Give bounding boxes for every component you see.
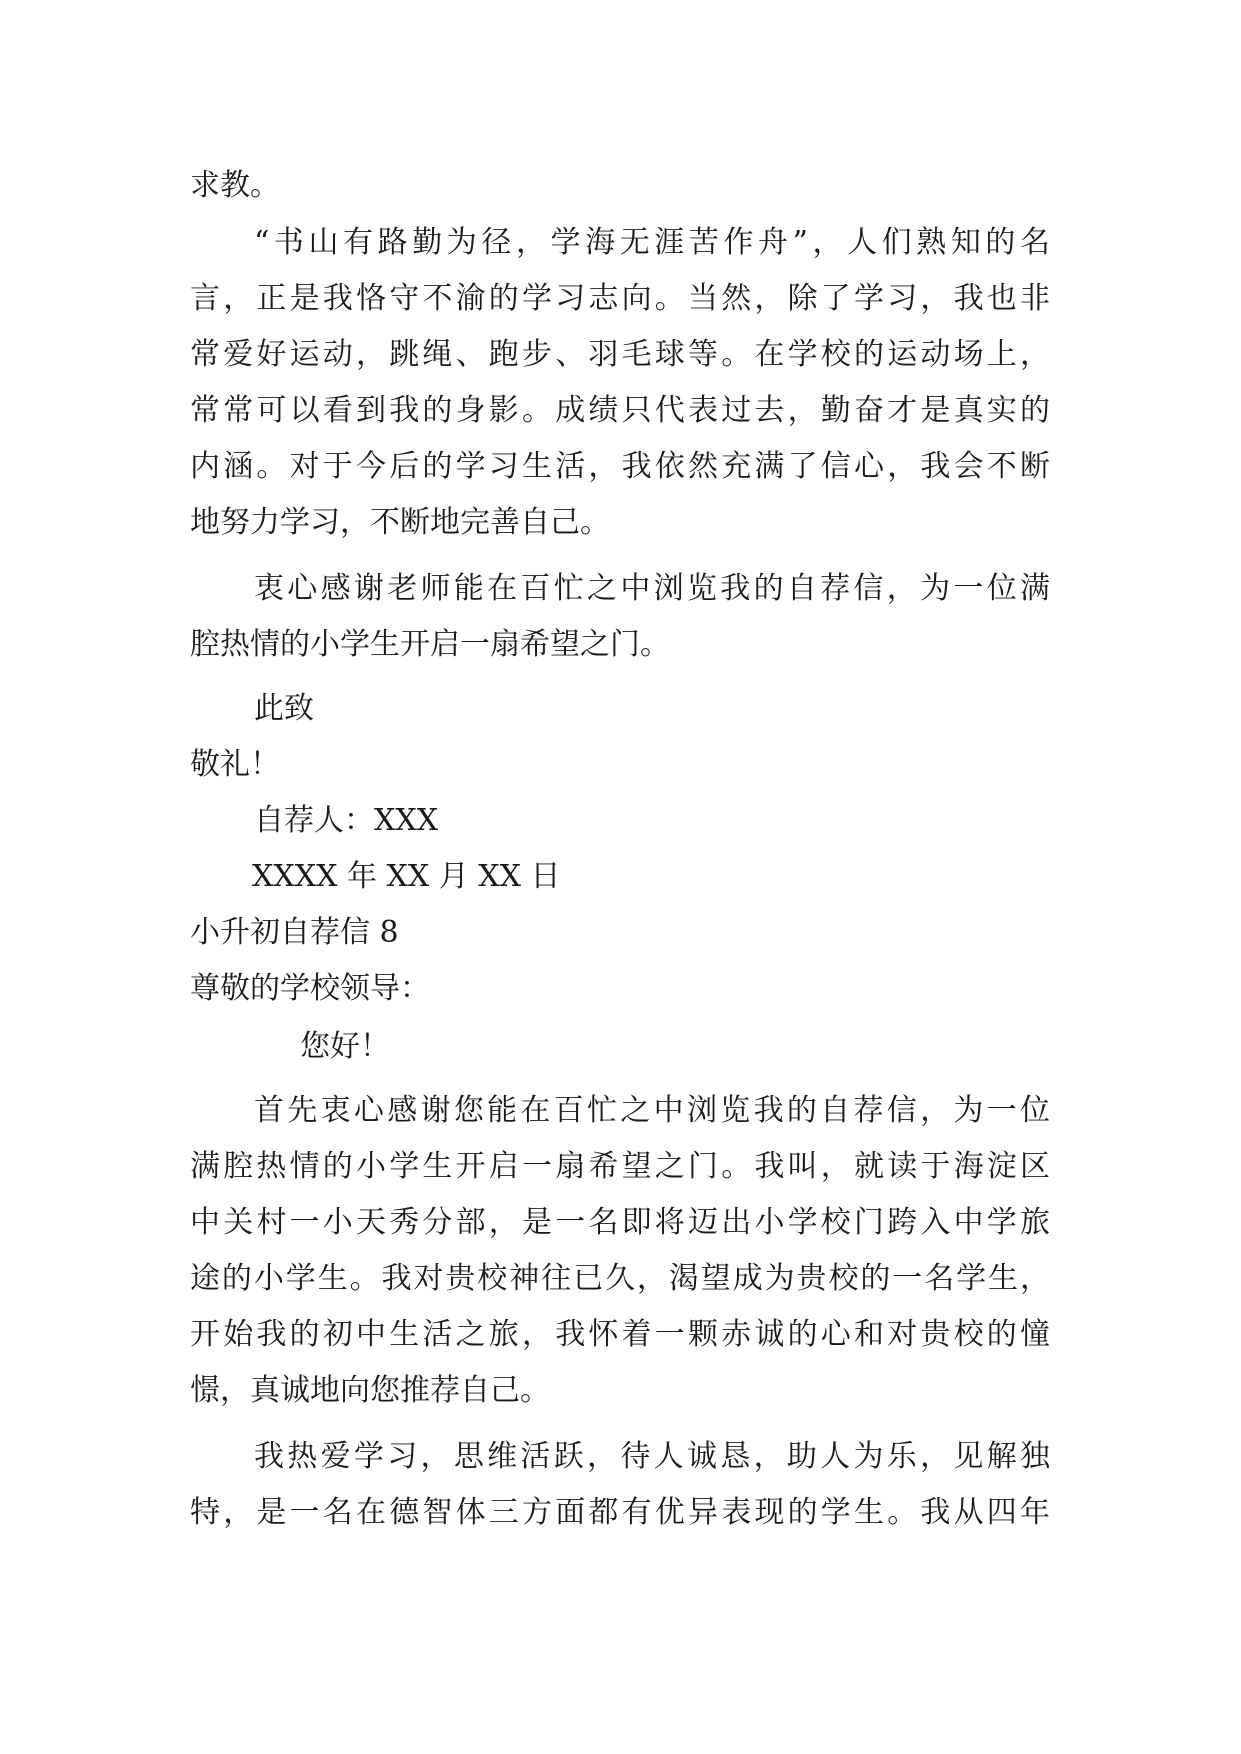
signature-line: 自荐人：XXX	[254, 803, 439, 838]
date-line: XXXX 年 XX 月 XX 日	[252, 859, 561, 894]
text-line: 常常可以看到我的身影。成绩只代表过去，勤奋才是真实的	[190, 393, 1050, 428]
text-line: 我热爱学习，思维活跃，待人诚恳，助人为乐，见解独	[254, 1439, 1050, 1474]
text-line: 内涵。对于今后的学习生活，我依然充满了信心，我会不断	[190, 449, 1050, 484]
text-line: 中关村一小天秀分部，是一名即将迈出小学校门跨入中学旅	[190, 1205, 1050, 1240]
text-line: 途的小学生。我对贵校神往已久，渴望成为贵校的一名学生，	[190, 1261, 1050, 1296]
text-line: 衷心感谢老师能在百忙之中浏览我的自荐信，为一位满	[254, 571, 1050, 606]
greeting-line: 您好！	[300, 1029, 390, 1064]
text-line: 求教。	[190, 168, 280, 203]
text-line: 常爱好运动，跳绳、跑步、羽毛球等。在学校的运动场上，	[190, 337, 1050, 372]
text-line: 开始我的初中生活之旅，我怀着一颗赤诚的心和对贵校的憧	[190, 1317, 1050, 1352]
salutation-line: 敬礼！	[190, 747, 280, 782]
closing-line: 此致	[254, 691, 314, 726]
text-line: 腔热情的小学生开启一扇希望之门。	[190, 627, 670, 662]
text-line: 憬，真诚地向您推荐自己。	[190, 1373, 550, 1408]
text-line: 首先衷心感谢您能在百忙之中浏览我的自荐信，为一位	[254, 1093, 1050, 1128]
text-line: “书山有路勤为径，学海无涯苦作舟”，人们熟知的名	[254, 225, 1050, 260]
text-line: 言，正是我恪守不渝的学习志向。当然，除了学习，我也非	[190, 281, 1050, 316]
recipient-line: 尊敬的学校领导：	[190, 971, 430, 1006]
text-line: 地努力学习，不断地完善自己。	[190, 505, 610, 540]
text-line: 满腔热情的小学生开启一扇希望之门。我叫，就读于海淀区	[190, 1149, 1050, 1184]
text-line: 特，是一名在德智体三方面都有优异表现的学生。我从四年	[190, 1495, 1050, 1530]
section-title: 小升初自荐信 8	[190, 915, 399, 950]
